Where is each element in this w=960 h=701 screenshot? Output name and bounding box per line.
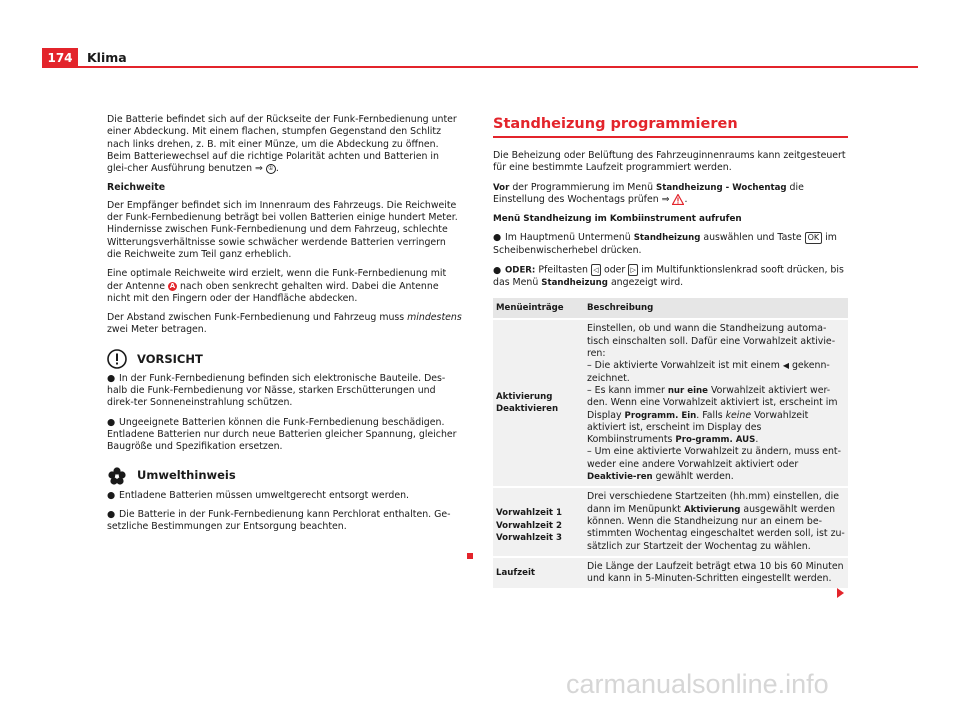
antenna-paragraph: Eine optimale Reichweite wird erzielt, wenn die Funk-Fernbedienung mit der Antenne A nach oben senkrecht gehalten wird. Dabei die Antenne nicht mit den Fingern oder der Handfläche abdecken. bbox=[107, 268, 447, 304]
section-rule bbox=[493, 136, 848, 138]
reichweite-heading: Reichweite bbox=[107, 182, 166, 194]
environment-item: ● Entladene Batterien müssen umweltgerecht entsorgt werden. bbox=[107, 489, 410, 501]
vor-paragraph: Vor der Programmierung im Menü Standheizung - Wochentag die Einstellung des Wochentags prüfen ⇒ . bbox=[493, 181, 804, 205]
table-desc: Drei verschiedene Startzeiten (hh.mm) einstellen, die dann im Menüpunkt Aktivierung ausgewählt werden können. Wenn die Standheizung nur an einem be-stimmten Wochentag eingeschaltet werden soll, ist zu-sätzlich zur Startzeit der Wochentag zu wählen. bbox=[584, 487, 848, 556]
table-row bbox=[493, 487, 848, 556]
continue-arrow-icon bbox=[837, 588, 844, 598]
antenna-marker-icon: A bbox=[169, 281, 176, 290]
flower-icon bbox=[107, 466, 127, 486]
ok-key: OK bbox=[805, 232, 823, 244]
environment-title: Umwelthinweis bbox=[137, 468, 236, 483]
table-row bbox=[493, 557, 848, 589]
table-header-entries: Menüeinträge bbox=[493, 298, 584, 319]
right-column bbox=[493, 114, 848, 588]
section-end-marker bbox=[467, 553, 473, 559]
table-row bbox=[493, 319, 848, 487]
menu-heading: Menü Standheizung im Kombiinstrument aufrufen bbox=[493, 214, 742, 225]
menu-table bbox=[493, 298, 848, 588]
step-item: ● ODER: Pfeiltasten ◁ oder ▷ im Multifunktionslenkrad sooft drücken, bis das Menü Standheizung angezeigt wird. bbox=[493, 264, 844, 288]
note-ref-icon[interactable]: ① bbox=[266, 164, 276, 174]
caution-item: ● Ungeeignete Batterien können die Funk-Fernbedienung beschädigen. Entladene Batterien nur durch neue Batterien gleicher Spannung, gleicher Baugröße und Spezifikation ersetzen. bbox=[107, 416, 457, 453]
left-column bbox=[107, 114, 462, 540]
arrow-left-key: ◁ bbox=[591, 264, 601, 276]
caution-notice bbox=[107, 349, 462, 369]
warning-icon[interactable] bbox=[672, 194, 684, 205]
reichweite-paragraph: Der Empfänger befindet sich im Innenraum des Fahrzeugs. Die Reichweite der Funk-Fernbedienung beträgt bei vollen Batterien einige hundert Meter. Hindernisse zwischen Funk-Fernbedienung und dem Fahrzeug, schlechte Witterungsverhältnisse sowie schwächer werdende Batterien verringern die Reichweite zum Teil ganz erheblich. bbox=[107, 199, 458, 260]
battery-paragraph: Die Batterie befindet sich auf der Rückseite der Funk-Fernbedienung unter einer Abdeckung. Mit einem flachen, stumpfen Gegenstand den Schlitz nach links drehen, z. B. mit einer Münze, um die Abdeckung zu öffnen. Beim Batteriewechsel auf die richtige Polarität achten und Batterien in glei-cher Ausführung benutzen ⇒ ① . bbox=[107, 114, 457, 175]
table-key: Laufzeit bbox=[493, 557, 584, 589]
header-rule bbox=[42, 66, 918, 68]
chapter-title: Klima bbox=[87, 50, 127, 65]
table-key: Aktivierung Deaktivieren bbox=[493, 319, 584, 487]
section-title: Standheizung programmieren bbox=[493, 116, 738, 132]
caution-icon bbox=[107, 349, 127, 369]
watermark: carmanualsonline.info bbox=[566, 669, 829, 699]
caution-title: VORSICHT bbox=[137, 351, 203, 366]
environment-notice bbox=[107, 466, 462, 486]
table-desc: Einstellen, ob und wann die Standheizung automa-tisch einschalten soll. Dafür eine Vorwahlzeit aktivie-ren: – Die aktivierte Vorwahlzeit ist mit einem ◀ gekenn-zeichnet. – Es kann immer nur eine Vorwahlzeit aktiviert wer-den. Wenn eine Vorwahlzeit aktiviert ist, erscheint im Display Programm. Ein. Falls keine Vorwahlzeit aktiviert ist, erscheint im Display des Kombiinstruments Pro-gramm. AUS. – Um eine aktivierte Vorwahlzeit zu ändern, muss ent-weder eine andere Vorwahlzeit aktiviert oder Deaktivie-ren gewählt werden. bbox=[584, 319, 848, 487]
page-number: 174 bbox=[42, 48, 78, 67]
environment-item: ● Die Batterie in der Funk-Fernbedienung kann Perchlorat enthalten. Ge-setzliche Bestimmungen zur Entsorgung beachten. bbox=[107, 508, 451, 533]
table-key: Vorwahlzeit 1 Vorwahlzeit 2 Vorwahlzeit 3 bbox=[493, 487, 584, 556]
table-desc: Die Länge der Laufzeit beträgt etwa 10 bis 60 Minuten und kann in 5-Minuten-Schritten eingestellt werden. bbox=[584, 557, 848, 589]
distance-paragraph: Der Abstand zwischen Funk-Fernbedienung und Fahrzeug muss mindestens zwei Meter betragen. bbox=[107, 312, 462, 336]
table-header-description: Beschreibung bbox=[584, 298, 848, 319]
intro-paragraph: Die Beheizung oder Belüftung des Fahrzeuginnenraums kann zeitgesteuert für eine bestimmte Laufzeit programmiert werden. bbox=[493, 150, 846, 174]
triangle-left-icon: ◀ bbox=[782, 361, 789, 371]
step-item: ● Im Hauptmenü Untermenü Standheizung auswählen und Taste OK im Scheibenwischerhebel drücken. bbox=[493, 232, 837, 256]
caution-item: ● In der Funk-Fernbedienung befinden sich elektronische Bauteile. Des-halb die Funk-Fernbedienung vor Nässe, starken Erschütterungen und direk-ter Sonneneinstrahlung schützen. bbox=[107, 372, 446, 409]
arrow-right-key: ▷ bbox=[628, 264, 638, 276]
